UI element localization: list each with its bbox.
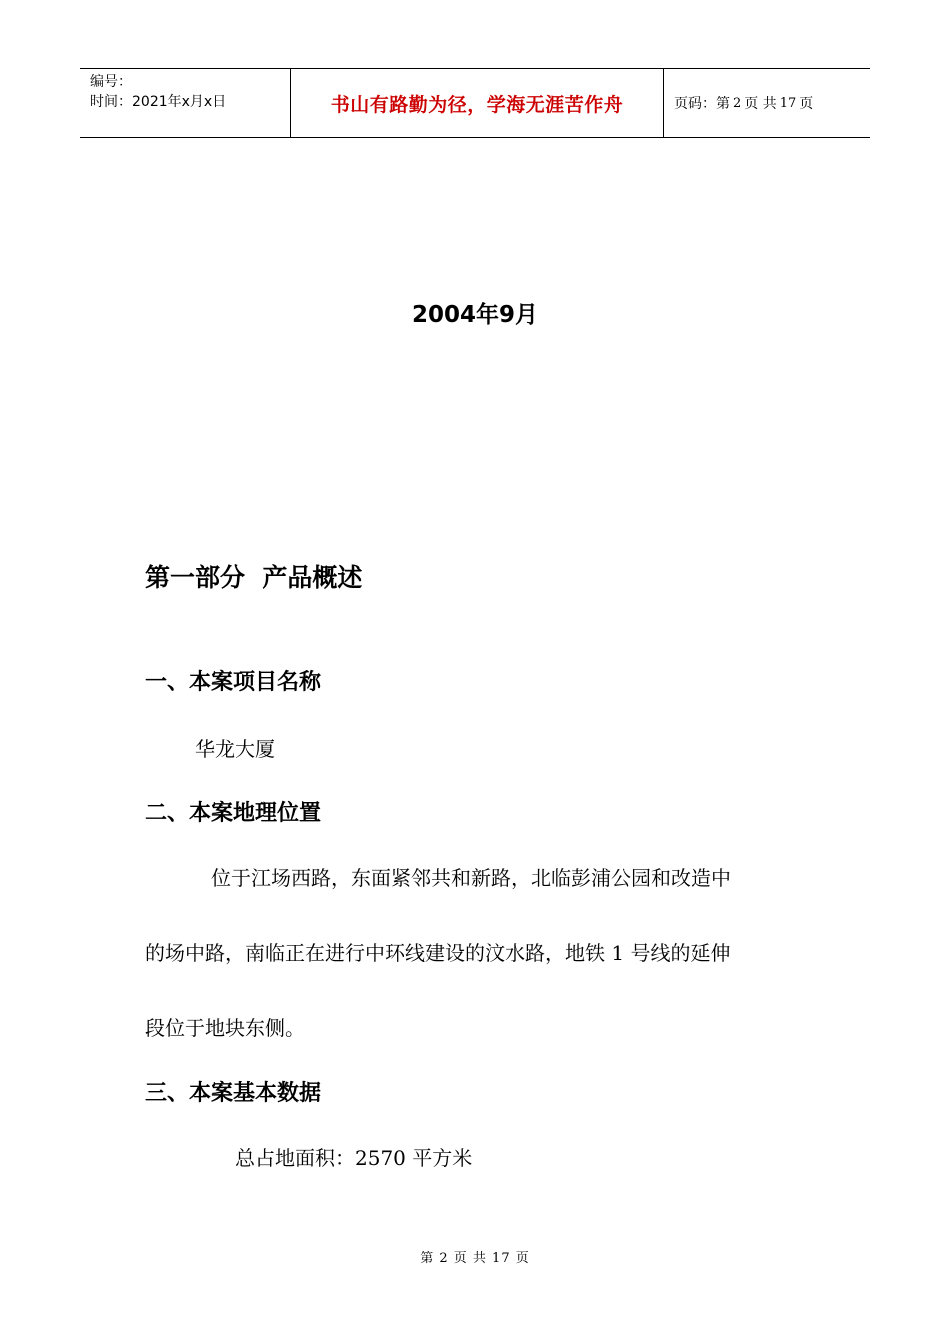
section-heading-location: 二、本案地理位置 [145,801,322,826]
section-heading-basic-data: 三、本案基本数据 [145,1081,322,1106]
page-header [80,68,870,138]
part-heading: 第一部分 产品概述 [145,563,363,592]
location-line-3: 段位于地块东侧。 [145,1016,305,1040]
header-page-info [664,69,870,137]
header-motto: 书山有路勤为径，学海无涯苦作舟 [291,69,664,137]
date-title: 2004年9月 [411,302,539,328]
header-page-mid: 页 共 [744,96,777,112]
section-heading-project-name: 一、本案项目名称 [145,670,322,695]
header-meta [80,69,291,137]
header-time-label: 时间：2021年x月x日 [90,94,227,110]
header-page-prefix: 页码：第 [674,96,730,112]
page-footer: 第 2 页 共 17 页 [420,1251,530,1266]
header-page-current: 2 [733,95,742,111]
header-page-suffix: 页 [799,96,814,112]
project-name-text: 华龙大厦 [195,737,275,761]
header-number-label: 编号： [90,74,132,90]
location-line-2: 的场中路，南临正在进行中环线建设的汶水路，地铁 1 号线的延伸 [145,941,731,965]
header-page-total: 17 [779,95,797,111]
total-area-text: 总占地面积：2570 平方米 [235,1146,473,1170]
location-line-1: 位于江场西路，东面紧邻共和新路，北临彭浦公园和改造中 [211,866,731,890]
